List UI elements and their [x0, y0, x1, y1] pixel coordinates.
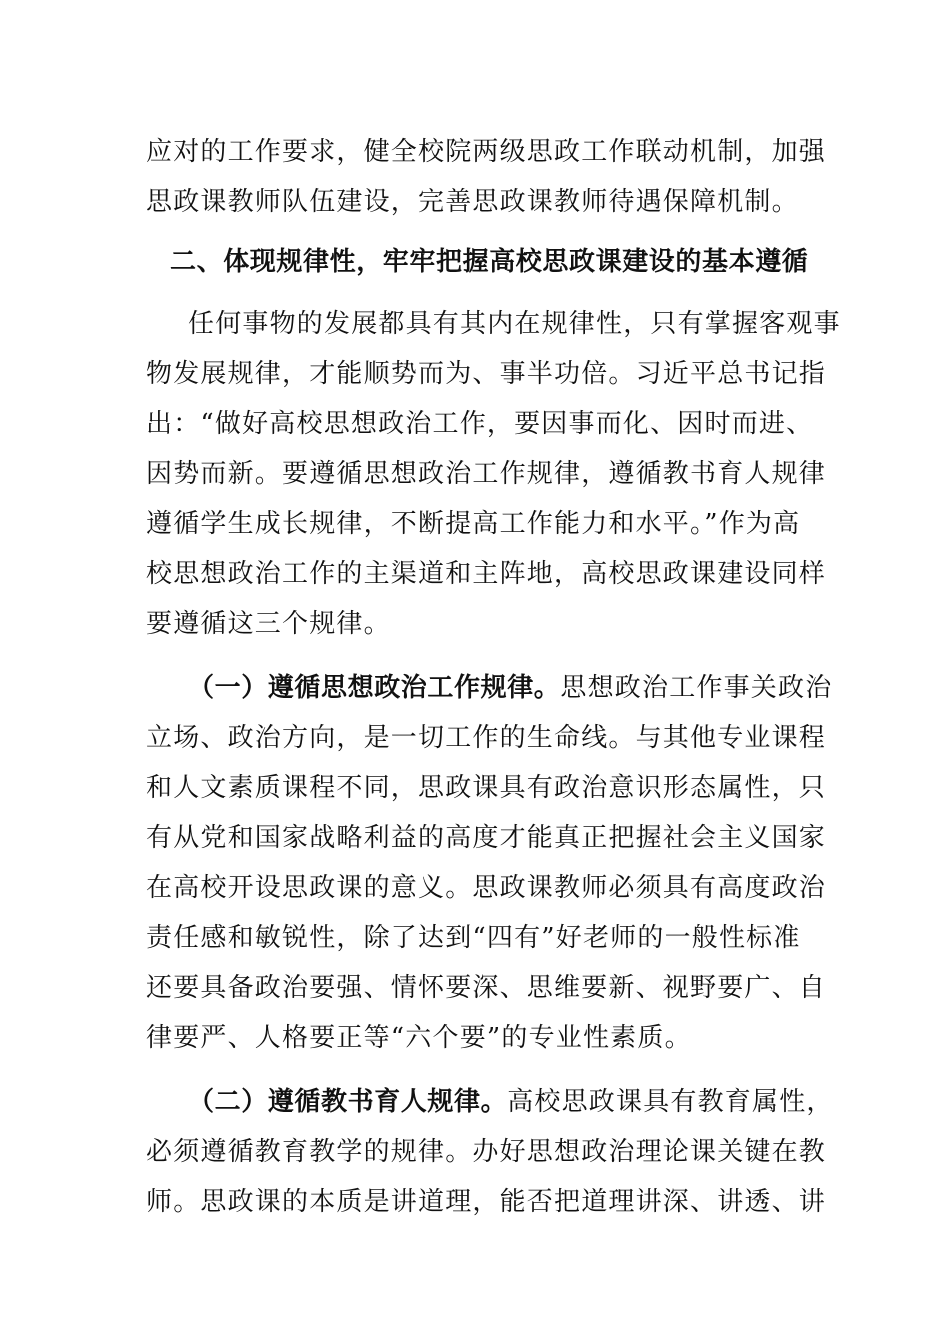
text-run: 思想政治工作事关政治: [560, 673, 833, 703]
text-line: 应对的工作要求，健全校院两级思政工作联动机制，加强: [146, 137, 827, 167]
text-line: 必须遵循教育教学的规律。办好思想政治理论课关键在教: [146, 1137, 827, 1167]
text-line: 因势而新。要遵循思想政治工作规律，遵循教书育人规律: [146, 459, 827, 489]
subsection-title: （一）遵循思想政治工作规律。: [188, 673, 561, 703]
text-line: 校思想政治工作的主渠道和主阵地，高校思政课建设同样: [146, 559, 827, 589]
text-line: 还要具备政治要强、情怀要深、思维要新、视野要广、自: [146, 973, 827, 1003]
text-run: 高校思政课具有教育属性，: [507, 1087, 834, 1117]
text-line: 任何事物的发展都具有其内在规律性，只有掌握客观事: [188, 309, 841, 339]
text-line: 立场、政治方向，是一切工作的生命线。与其他专业课程: [146, 723, 827, 753]
text-line: 律要严、人格要正等“六个要”的专业性素质。: [146, 1023, 692, 1053]
text-line: 在高校开设思政课的意义。思政课教师必须具有高度政治: [146, 873, 827, 903]
text-line: 遵循学生成长规律，不断提高工作能力和水平。”作为高: [146, 509, 801, 539]
paragraph-first-line: [188, 1078, 834, 1126]
text-line: 和人文素质课程不同，思政课具有政治意识形态属性，只: [146, 773, 827, 803]
subsection-title: （二）遵循教书育人规律。: [188, 1087, 508, 1117]
text-line: 要遵循这三个规律。: [146, 609, 391, 639]
text-line: 责任感和敏锐性，除了达到“四有”好老师的一般性标准: [146, 923, 801, 953]
text-line: 思政课教师队伍建设，完善思政课教师待遇保障机制。: [146, 187, 799, 217]
text-line: 有从党和国家战略利益的高度才能真正把握社会主义国家: [146, 823, 827, 853]
paragraph-first-line: [188, 664, 833, 712]
text-line: 物发展规律，才能顺势而为、事半功倍。习近平总书记指: [146, 359, 827, 389]
text-line: 出：“做好高校思想政治工作，要因事而化、因时而进、: [146, 409, 814, 439]
section-heading: 二、体现规律性，牢牢把握高校思政课建设的基本遵循: [170, 247, 809, 277]
text-line: 师。思政课的本质是讲道理，能否把道理讲深、讲透、讲: [146, 1187, 827, 1217]
